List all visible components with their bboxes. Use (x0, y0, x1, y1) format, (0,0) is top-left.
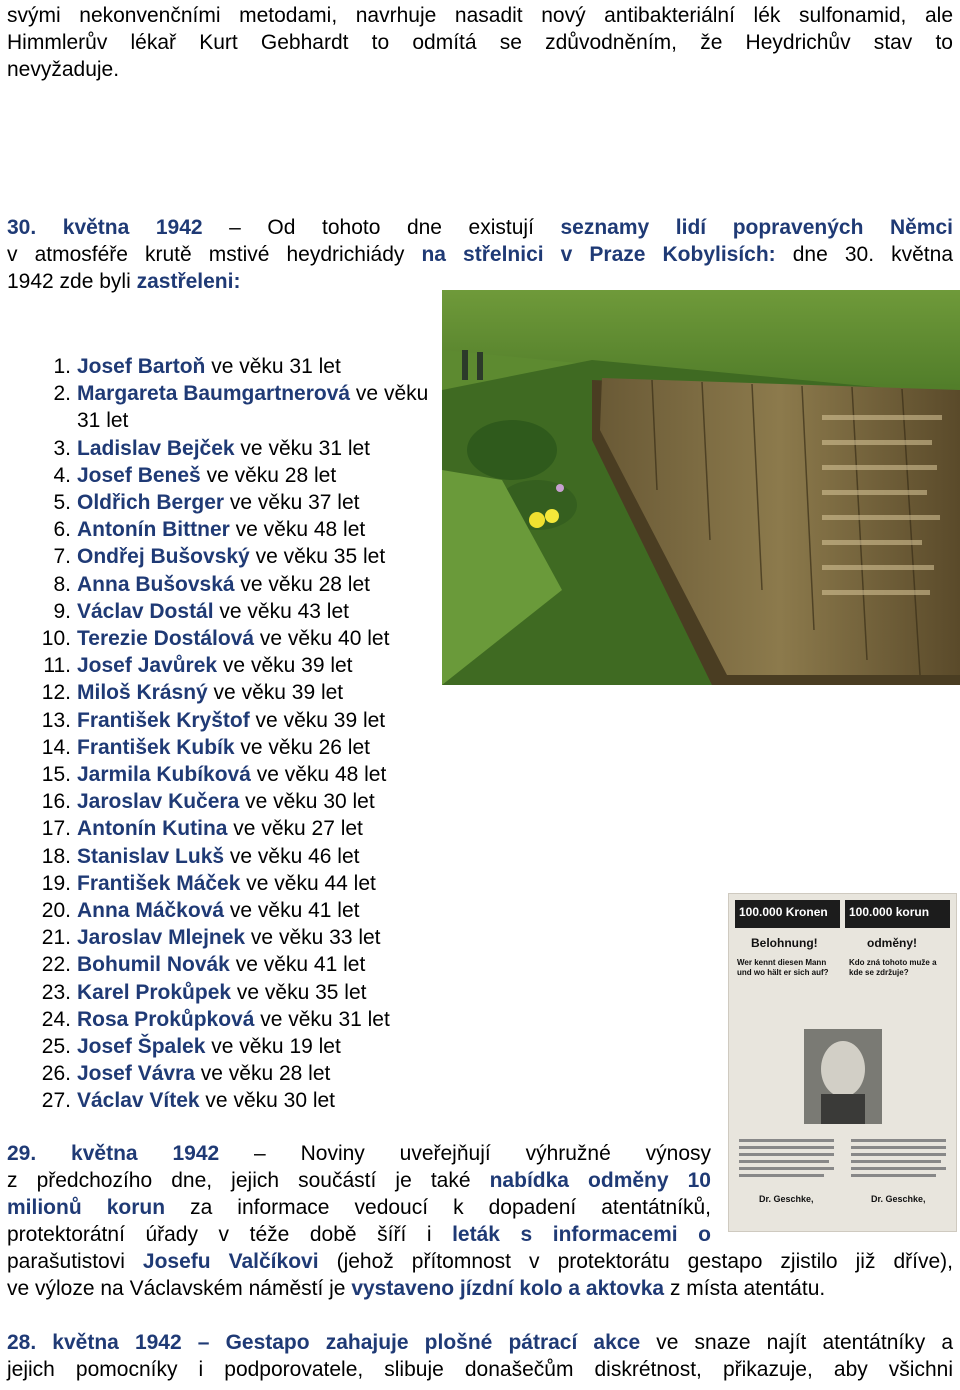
victim-age: ve věku 28 let (194, 1062, 331, 1086)
victim-name: Antonín Bittner (77, 518, 230, 542)
victim-item (7, 652, 437, 679)
victim-name: Margareta Baumgartnerová (77, 382, 351, 406)
victim-name: Václav Dostál (77, 599, 214, 623)
victim-item (7, 815, 437, 842)
victim-name: Jaroslav Mlejnek (77, 926, 246, 950)
victim-number: 17. (41, 817, 71, 841)
victim-age: ve věku 48 let (250, 763, 387, 787)
victim-item (7, 734, 437, 761)
victim-age: ve věku 41 let (229, 953, 366, 977)
victim-age: ve věku 31 let (205, 355, 341, 378)
victim-item (7, 870, 437, 897)
victim-item (7, 571, 437, 598)
victim-item (7, 353, 437, 380)
victim-name: František Máček (77, 871, 241, 895)
may30-paragraph (7, 214, 953, 295)
victim-name: František Kryštof (77, 708, 250, 732)
may28-line-2: jejich pomocníky i podporovatele, slibuje donašečům diskrétnost, přikazuje, aby všichni (7, 1358, 953, 1381)
victim-number: 23. (41, 980, 71, 1004)
may29-paragraph (7, 1140, 953, 1302)
victim-item (7, 843, 437, 870)
victim-name: Jaroslav Kučera (77, 790, 240, 814)
victim-age: ve věku 26 let (234, 735, 370, 759)
victim-age: ve věku 44 let (240, 871, 376, 895)
may30-date: 30. května 1942 (7, 216, 203, 239)
victim-number: 14. (41, 735, 71, 759)
victim-age: ve věku 31 let (254, 1007, 390, 1031)
victim-item (7, 979, 437, 1006)
victim-age: ve věku 35 let (231, 980, 367, 1004)
may29-line-5: parašutistovi Josefu Valčíkovi (jehož přítomnost v protektorátu gestapo zjistilo již dříve), (7, 1250, 953, 1273)
victim-age: ve věku 35 let (249, 545, 386, 569)
victim-name: Anna Bušovská (77, 572, 235, 596)
victim-item (7, 924, 437, 951)
may29-date: 29. května 1942 (7, 1142, 220, 1165)
victim-name: Terezie Dostálová (77, 627, 255, 651)
victim-age: ve věku 30 let (199, 1089, 336, 1113)
victim-number: 24. (41, 1007, 71, 1031)
victim-name: Ladislav Bejček (77, 436, 235, 460)
victim-name: Karel Prokůpek (77, 980, 232, 1004)
victim-number: 15. (41, 763, 71, 787)
victim-item (7, 598, 437, 625)
victim-item (7, 462, 437, 489)
victim-name: Miloš Krásný (77, 681, 208, 705)
victim-item (7, 380, 437, 434)
poster-left-heading: 100.000 Kronen (739, 905, 828, 919)
poster-right-heading: 100.000 korun (849, 905, 930, 919)
victim-number: 1. (53, 355, 71, 378)
victim-age: ve věku 33 let (245, 926, 381, 950)
victim-number: 12. (41, 681, 71, 705)
poster-right-sub: odměny! (867, 936, 918, 950)
victim-number: 27. (41, 1089, 71, 1113)
victim-name: Josef Javůrek (77, 654, 218, 678)
victim-item (7, 897, 437, 924)
may30-line-1: 30. května 1942 – Od tohoto dne existují seznamy lidí popravených Němci (7, 216, 953, 239)
victim-item (7, 489, 437, 516)
victim-name: Ondřej Bušovský (77, 545, 250, 569)
victim-number: 5. (53, 491, 71, 515)
victim-age: ve věku 37 let (224, 491, 360, 515)
may30-line-3: 1942 zde byli zastřeleni: (7, 270, 241, 293)
victim-number: 4. (53, 463, 71, 487)
victim-age: ve věku 46 let (224, 844, 360, 868)
poster-right-signature: Dr. Geschke, (871, 1194, 926, 1204)
may28-paragraph (7, 1329, 953, 1383)
victim-number: 8. (53, 572, 71, 596)
victim-age: ve věku 41 let (224, 899, 360, 923)
victim-age: ve věku 31 let (77, 382, 429, 433)
victim-item (7, 1033, 437, 1060)
victim-name: Oldřich Berger (77, 491, 225, 515)
victim-item (7, 707, 437, 734)
memorial-wall-image (442, 290, 960, 685)
victim-age: ve věku 40 let (254, 627, 390, 651)
victim-age: ve věku 27 let (227, 817, 363, 841)
victim-name: Václav Vítek (77, 1089, 200, 1113)
victim-number: 21. (41, 926, 71, 950)
victim-age: ve věku 43 let (213, 599, 349, 623)
victim-number: 25. (41, 1035, 71, 1059)
victim-item (7, 1060, 437, 1087)
poster-right-question: Kdo zná tohoto muže a kde se zdržuje? (849, 958, 937, 977)
may29-line-1: 29. května 1942 – Noviny uveřejňují výhružné výnosy (7, 1142, 711, 1165)
victim-name: Stanislav Lukš (77, 844, 225, 868)
victim-item (7, 788, 437, 815)
victim-number: 6. (53, 518, 71, 542)
victim-number: 19. (41, 871, 71, 895)
victim-name: Josef Vávra (77, 1062, 195, 1086)
victim-item (7, 543, 437, 570)
victim-item (7, 761, 437, 788)
intro-line: nevyžaduje. (7, 58, 120, 81)
may28-date: 28. května 1942 (7, 1331, 182, 1354)
victim-age: ve věku 19 let (205, 1035, 341, 1059)
victim-number: 22. (41, 953, 71, 977)
poster-left-question: Wer kennt diesen Mann und wo hält er sich auf? (737, 958, 829, 977)
victim-age: ve věku 30 let (239, 790, 375, 814)
may29-line-2: z předchozího dne, jejich součástí je také nabídka odměny 10 (7, 1169, 711, 1192)
victim-number: 3. (53, 436, 71, 460)
may29-line-4: protektorátní úřady v téže době šíří i leták s informacemi o (7, 1223, 711, 1246)
victim-age: ve věku 28 let (200, 463, 337, 487)
victim-item (7, 679, 437, 706)
may30-line-2: v atmosféře krutě mstivé heydrichiády na střelnici v Praze Kobylisích: dne 30. května (7, 243, 953, 266)
victim-age: ve věku 39 let (217, 654, 353, 678)
poster-left-sub: Belohnung! (751, 936, 818, 950)
victim-name: Josef Bartoň (77, 355, 206, 378)
victim-number: 11. (43, 654, 71, 678)
victim-name: Bohumil Novák (77, 953, 230, 977)
intro-paragraph (7, 2, 953, 83)
victim-name: Anna Máčková (77, 899, 225, 923)
victim-name: Antonín Kutina (77, 817, 228, 841)
may29-line-6: ve výloze na Václavském náměstí je vystaveno jízdní kolo a aktovka z místa atentátu. (7, 1277, 826, 1300)
victim-number: 26. (41, 1062, 71, 1086)
victim-age: ve věku 39 let (207, 681, 344, 705)
victim-item (7, 1087, 437, 1114)
victim-item (7, 951, 437, 978)
victim-number: 16. (41, 790, 71, 814)
victim-number: 20. (41, 899, 71, 923)
victim-name: Josef Špalek (77, 1035, 206, 1059)
victims-list (7, 353, 437, 1115)
victim-number: 18. (41, 844, 71, 868)
victim-item (7, 625, 437, 652)
intro-line: Himmlerův lékař Kurt Gebhardt to odmítá se zdůvodněním, že Heydrichův stav to (7, 31, 953, 54)
victim-name: Rosa Prokůpková (77, 1007, 255, 1031)
victim-number: 9. (53, 599, 71, 623)
memorial-photo (442, 290, 960, 685)
poster-left-signature: Dr. Geschke, (759, 1194, 814, 1204)
victim-age: ve věku 48 let (229, 518, 366, 542)
victim-age: ve věku 39 let (249, 708, 386, 732)
intro-line: svými nekonvenčními metodami, navrhuje nasadit nový antibakteriální lék sulfonamid, ale (7, 4, 953, 27)
victim-age: ve věku 28 let (234, 572, 370, 596)
victim-number: 7. (53, 545, 71, 569)
victim-item (7, 516, 437, 543)
victim-item (7, 435, 437, 462)
victim-name: Jarmila Kubíková (77, 763, 251, 787)
victim-number: 10. (41, 627, 71, 651)
victim-number: 2. (53, 382, 71, 406)
victim-item (7, 1006, 437, 1033)
may28-line-1: 28. května 1942 – Gestapo zahajuje plošné pátrací akce ve snaze najít atentátníky a (7, 1331, 953, 1354)
victim-age: ve věku 31 let (234, 436, 371, 460)
may29-line-3: milionů korun za informace vedoucí k dopadení atentátníků, (7, 1196, 712, 1219)
victim-number: 13. (41, 708, 71, 732)
victim-name: Josef Beneš (77, 463, 201, 487)
victim-name: František Kubík (77, 735, 235, 759)
